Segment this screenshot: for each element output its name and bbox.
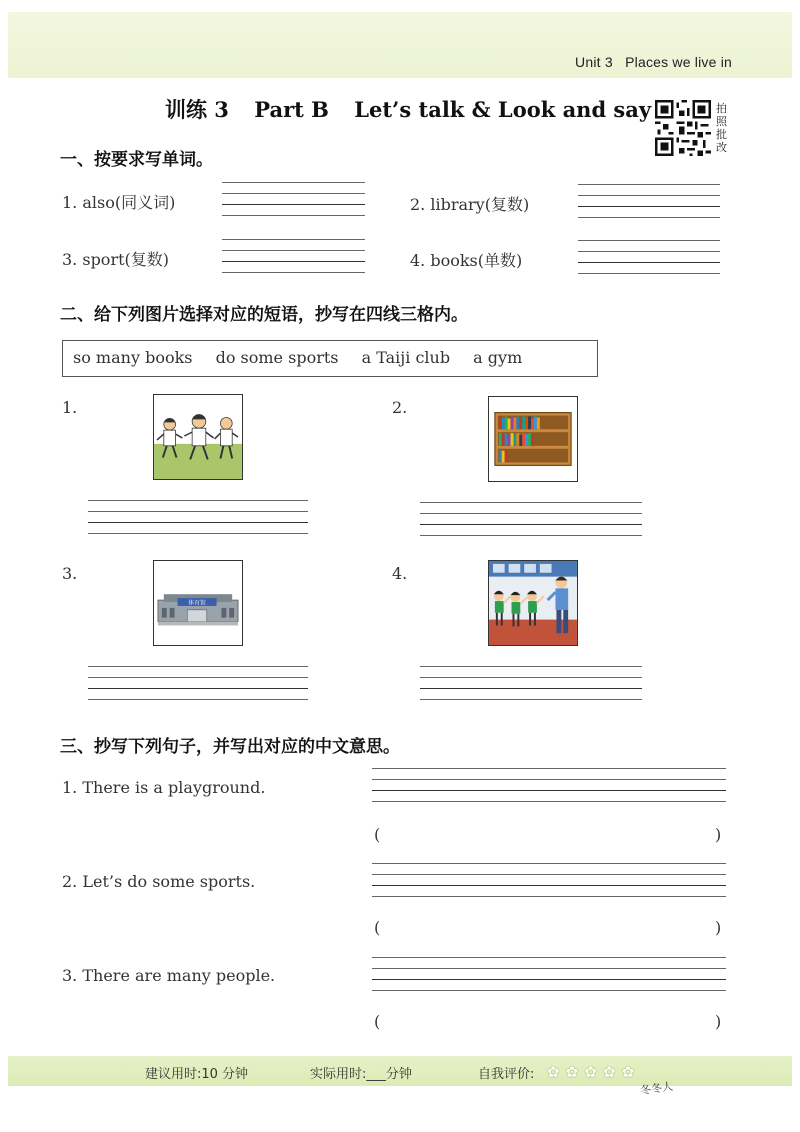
suggested-time: 建议用时:10 分钟: [145, 1067, 249, 1082]
s3-paren-open-1: (: [374, 825, 381, 844]
s2-answer-lines-1[interactable]: [88, 500, 308, 534]
part-label: Part B: [254, 97, 329, 122]
self-evaluation-label: 自我评价:: [478, 1067, 535, 1082]
phrase-bank: [62, 340, 598, 377]
actual-time: 实际用时:___分钟: [310, 1067, 412, 1082]
s3-paren-close-3: ): [715, 1012, 722, 1031]
s1-question-2: 2. library(复数): [410, 195, 530, 214]
s3-sentence-3: 3. There are many people.: [62, 966, 276, 985]
section3-heading: 三、抄写下列句子，并写出对应的中文意思。: [60, 737, 400, 757]
picture-number-1: 1.: [62, 398, 78, 417]
picture-number-2: 2.: [392, 398, 408, 417]
s2-answer-lines-2[interactable]: [420, 502, 642, 536]
star-icon-1[interactable]: ✿: [547, 1063, 560, 1081]
phrase-2: do some sports: [215, 348, 339, 367]
phrase-1: so many books: [73, 348, 193, 367]
s1-question-3: 3. sport(复数): [62, 250, 170, 269]
s1-answer-lines-2[interactable]: [578, 184, 720, 218]
qr-caption: 拍照批改: [716, 102, 727, 154]
taiji-people-icon: [153, 394, 243, 480]
section2-heading: 二、给下列图片选择对应的短语，抄写在四线三格内。: [60, 305, 468, 325]
unit-label: [575, 54, 732, 70]
bookshelf-icon: [488, 396, 578, 482]
s1-question-4: 4. books(单数): [410, 251, 523, 270]
s3-paren-close-2: ): [715, 918, 722, 937]
s2-answer-lines-3[interactable]: [88, 666, 308, 700]
page-title: [165, 94, 651, 124]
s1-answer-lines-4[interactable]: [578, 240, 720, 274]
self-evaluation-stars[interactable]: [547, 1062, 635, 1081]
s1-answer-lines-1[interactable]: [222, 182, 365, 216]
s3-sentence-1: 1. There is a playground.: [62, 778, 266, 797]
s3-copy-lines-1[interactable]: [372, 768, 726, 802]
star-icon-2[interactable]: ✿: [565, 1063, 579, 1081]
phrase-4: a gym: [473, 348, 523, 367]
s3-copy-lines-2[interactable]: [372, 863, 726, 897]
phrase-3: a Taiji club: [361, 348, 451, 367]
s1-question-1: 1. also(同义词): [62, 193, 176, 212]
children-sports-icon: [488, 560, 578, 646]
s3-paren-open-2: (: [374, 918, 381, 937]
s1-answer-lines-3[interactable]: [222, 239, 365, 273]
lesson-label: 训练 3: [165, 97, 229, 122]
star-icon-4[interactable]: ✿: [603, 1063, 616, 1081]
gym-building-icon: [153, 560, 243, 646]
star-icon-3[interactable]: ✿: [584, 1063, 597, 1081]
unit-title: Places we live in: [625, 54, 732, 70]
s3-copy-lines-3[interactable]: [372, 957, 726, 991]
picture-number-3: 3.: [62, 564, 78, 583]
s2-answer-lines-4[interactable]: [420, 666, 642, 700]
gym-sign: 体育馆: [188, 600, 206, 607]
topic-label: Let’s talk & Look and say: [354, 97, 652, 122]
unit-number: Unit 3: [575, 54, 613, 70]
handwritten-scribble: 冬冬人: [639, 1079, 674, 1098]
s3-sentence-2: 2. Let’s do some sports.: [62, 872, 256, 891]
star-icon-5[interactable]: ✿: [621, 1063, 635, 1081]
section1-heading: 一、按要求写单词。: [60, 150, 213, 170]
picture-number-4: 4.: [392, 564, 408, 583]
s3-paren-close-1: ): [715, 825, 722, 844]
qr-code-icon[interactable]: [655, 100, 711, 156]
s3-paren-open-3: (: [374, 1012, 381, 1031]
